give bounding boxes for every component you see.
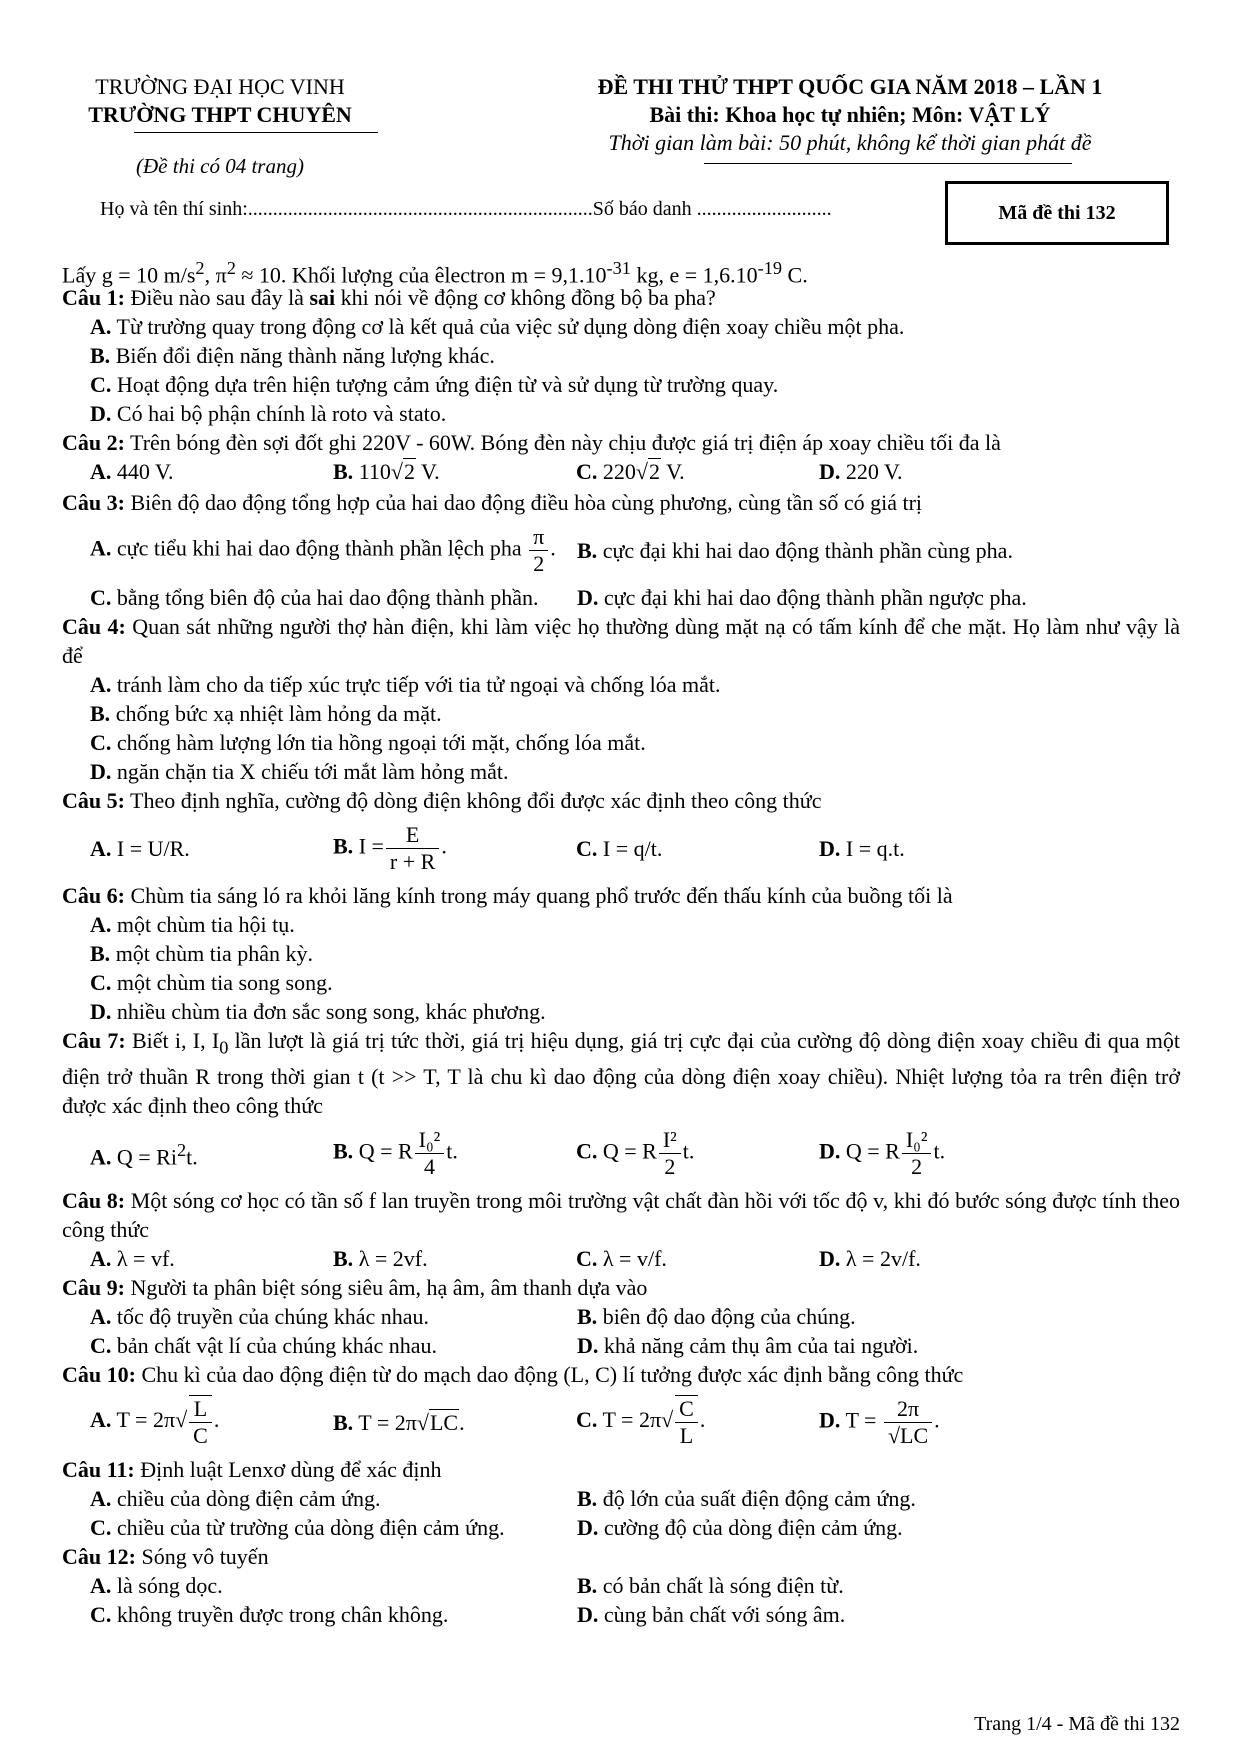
question-label: Câu 5: [62, 788, 125, 813]
question-2 [62, 428, 1180, 457]
option-label: D. [90, 401, 112, 426]
question-label: Câu 2: [62, 430, 125, 455]
question-list [62, 283, 1180, 1629]
option-d [577, 1513, 1180, 1542]
option-c [576, 1127, 819, 1180]
option-label: B. [333, 459, 354, 484]
question-text: Định luật Lenxơ dùng để xác định [134, 1457, 442, 1483]
option-label: D. [577, 1602, 599, 1628]
option-text: có bản chất là sóng điện từ. [602, 1573, 844, 1599]
option-label: D. [577, 1333, 599, 1359]
option-b [90, 699, 1180, 728]
option-text: . [459, 1409, 465, 1435]
option-text: một chùm tia song song. [116, 970, 333, 995]
option-text: cường độ của dòng điện cảm ứng. [603, 1515, 903, 1541]
option-label: C. [576, 459, 598, 484]
options-row [90, 1571, 1180, 1600]
option-text: cực tiểu khi hai dao động thành phần lệch pha [116, 535, 522, 561]
question-label: Câu 11: [62, 1457, 135, 1483]
sqrt-radicand: 2 [648, 459, 660, 484]
option-text: T = 2π [358, 1409, 417, 1435]
option-d [819, 834, 1062, 863]
option-a [90, 670, 1180, 699]
options-row [90, 1484, 1180, 1513]
fraction [529, 524, 548, 577]
option-text: T = 2π [116, 1407, 176, 1433]
option-label: A. [90, 1486, 112, 1512]
option-label: B. [333, 833, 354, 859]
option-text: V. [415, 459, 440, 484]
fraction-denominator: C [193, 1423, 208, 1449]
option-b [90, 341, 1180, 370]
option-d [819, 1127, 1062, 1180]
option-text: chống bức xạ nhiệt làm hỏng da mặt. [115, 701, 442, 726]
option-label: B. [577, 1486, 598, 1512]
option-text: Có hai bộ phận chính là roto và stato. [116, 401, 447, 426]
option-text: bản chất vật lí của chúng khác nhau. [116, 1333, 437, 1359]
constant-pi-exp: 2 [226, 258, 236, 278]
option-a [90, 1302, 577, 1331]
constant-charge: kg, e = 1,6.10 [630, 262, 758, 288]
page-footer: Trang 1/4 - Mã đề thi 132 [974, 1713, 1180, 1735]
option-label: C. [576, 1138, 598, 1164]
fraction [659, 1127, 681, 1180]
header-divider-right [704, 163, 1072, 164]
fraction-numerator: E [386, 822, 439, 849]
option-b [333, 457, 576, 488]
option-text: 220 V. [845, 459, 903, 484]
constant-mass: ≈ 10. Khối lượng của êlectron m = 9,1.10 [235, 262, 607, 288]
question-label: Câu 7: [62, 1028, 126, 1053]
options-row [90, 1302, 1180, 1331]
option-label: B. [577, 1304, 598, 1330]
option-text: không truyền được trong chân không. [116, 1602, 449, 1628]
option-text: một chùm tia phân kỳ. [115, 941, 314, 966]
fraction [386, 822, 439, 875]
option-text: Q = R [845, 1138, 900, 1164]
option-label: D. [819, 835, 841, 861]
option-b [90, 939, 1180, 968]
option-text: I = [358, 833, 384, 859]
question-text: Trên bóng đèn sợi đốt ghi 220V - 60W. Bóng đèn này chịu được giá trị điện áp xoay chiều tối đa là [124, 430, 1001, 455]
option-a [90, 1484, 577, 1513]
option-label: B. [90, 343, 111, 368]
option-label: D. [90, 999, 112, 1024]
option-text: cực đại khi hai dao động thành phần cùng pha. [602, 537, 1013, 563]
option-text: 110 [358, 459, 391, 484]
option-c [90, 1331, 577, 1360]
constant-charge-unit: C. [782, 262, 808, 288]
fraction [902, 1127, 932, 1180]
option-c [576, 1395, 819, 1449]
option-text: Q = R [602, 1138, 657, 1164]
option-text: là sóng dọc. [116, 1573, 223, 1599]
option-label: A. [90, 1246, 112, 1272]
fraction-numerator: 2π [884, 1396, 932, 1423]
option-text: chiều của dòng điện cảm ứng. [116, 1486, 381, 1512]
option-a [90, 834, 333, 863]
option-a [90, 1136, 333, 1171]
school-name-highschool: TRƯỜNG THPT CHUYÊN [88, 102, 352, 127]
question-text: Điều nào sau đây là [124, 285, 310, 310]
sqrt-symbol: √2 [390, 459, 415, 484]
option-text: λ = vf. [116, 1246, 175, 1272]
option-d [819, 1244, 1062, 1273]
options-row [90, 1513, 1180, 1542]
option-a [90, 524, 577, 577]
option-label: D. [819, 459, 841, 484]
question-label: Câu 4: [62, 614, 126, 639]
option-c [576, 1244, 819, 1273]
exam-time: Thời gian làm bài: 50 phút, không kể thời gian phát đề [608, 130, 1092, 155]
school-name-university: TRƯỜNG ĐẠI HỌC VINH [95, 74, 345, 99]
option-label: B. [90, 701, 111, 726]
question-11 [62, 1455, 1180, 1484]
option-c [576, 457, 819, 488]
option-d [819, 457, 1062, 488]
question-label: Câu 6: [62, 883, 125, 908]
option-a [90, 312, 1180, 341]
option-b [577, 1302, 1180, 1331]
question-10 [62, 1360, 1180, 1389]
fraction [189, 1395, 212, 1449]
option-c [90, 1513, 577, 1542]
option-label: C. [90, 585, 112, 610]
option-d [577, 1331, 1180, 1360]
option-label: D. [819, 1407, 841, 1433]
fraction-numerator: I² [659, 1127, 681, 1154]
option-text: cực đại khi hai dao động thành phần ngược pha. [603, 585, 1027, 610]
option-b [333, 1408, 576, 1437]
option-text: tốc độ truyền của chúng khác nhau. [116, 1304, 430, 1330]
fraction-numerator: L [189, 1396, 212, 1423]
option-text: cùng bản chất với sóng âm. [603, 1602, 846, 1628]
sqrt-radicand: 2 [403, 459, 415, 484]
option-label: B. [90, 941, 111, 966]
fraction-numerator: I₀² [902, 1127, 932, 1154]
fraction-denominator: 4 [423, 1153, 435, 1179]
constant-g: Lấy g = 10 m/s [62, 262, 196, 288]
question-label: Câu 3: [62, 490, 125, 515]
fraction-denominator: 2 [911, 1153, 923, 1179]
options-row [90, 1600, 1180, 1629]
constant-g-exp: 2 [195, 258, 205, 278]
option-text: λ = 2v/f. [845, 1246, 921, 1272]
option-text: bằng tổng biên độ của hai dao động thành phần. [116, 585, 539, 610]
question-label: Câu 8: [62, 1188, 126, 1214]
option-text: một chùm tia hội tụ. [116, 912, 295, 937]
subscript: 0 [219, 1037, 229, 1058]
sqrt-symbol: √LC [416, 1409, 459, 1435]
question-text: Biết i, I, I [125, 1028, 220, 1053]
option-b [577, 1484, 1180, 1513]
options-row [90, 583, 1180, 612]
option-label: C. [576, 835, 598, 861]
question-text: Biên độ dao động tổng hợp của hai dao động điều hòa cùng phương, cùng tần số có giá trị [124, 490, 923, 515]
option-text: . [934, 1407, 940, 1433]
options-row [90, 1389, 1180, 1455]
option-label: D. [90, 759, 112, 784]
option-text: t. [446, 1138, 458, 1164]
option-a [90, 1395, 333, 1449]
fraction-denominator: √LC [887, 1422, 929, 1448]
option-text: nhiều chùm tia đơn sắc song song, khác phương. [116, 999, 546, 1024]
option-label: C. [90, 1333, 112, 1359]
option-text: biên độ dao động của chúng. [602, 1304, 856, 1330]
fraction-numerator: C [675, 1396, 698, 1423]
fraction-denominator: L [679, 1423, 694, 1449]
constant-charge-exp: -19 [757, 258, 783, 278]
question-8 [62, 1186, 1180, 1244]
option-d [577, 1600, 1180, 1629]
option-text: chiều của từ trường của dòng điện cảm ứng. [116, 1515, 505, 1541]
option-label: B. [333, 1246, 354, 1272]
option-label: A. [90, 1304, 112, 1330]
option-a [90, 910, 1180, 939]
question-text: Chùm tia sáng ló ra khỏi lăng kính trong máy quang phổ trước đến thấu kính của buồng tối là [124, 883, 953, 908]
option-text: . [550, 535, 556, 561]
option-label: A. [90, 459, 112, 484]
option-label: C. [90, 730, 112, 755]
question-9 [62, 1273, 1180, 1302]
option-d [90, 757, 1180, 786]
option-text: ngăn chặn tia X chiếu tới mắt làm hỏng mắt. [116, 759, 509, 784]
option-text: . [213, 1407, 220, 1433]
option-text: . [699, 1407, 706, 1433]
fraction-denominator: 2 [664, 1153, 676, 1179]
option-text: Biến đổi điện năng thành năng lượng khác. [115, 343, 495, 368]
option-text: tránh làm cho da tiếp xúc trực tiếp với tia tử ngoại và chống lóa mắt. [116, 672, 721, 697]
option-label: A. [90, 835, 112, 861]
question-text: Theo định nghĩa, cường độ dòng điện không đổi được xác định theo công thức [124, 788, 822, 813]
option-text: T = [845, 1407, 877, 1433]
option-c [90, 968, 1180, 997]
fraction [415, 1127, 445, 1180]
options-row [90, 457, 1180, 488]
option-a [90, 1244, 333, 1273]
option-c [90, 1600, 577, 1629]
option-label: C. [576, 1246, 598, 1272]
option-text: V. [660, 459, 685, 484]
option-b [333, 822, 576, 875]
option-text: Q = R [358, 1138, 413, 1164]
option-d [819, 1396, 1062, 1449]
option-text: Từ trường quay trong động cơ là kết quả của việc sử dụng dòng điện xoay chiều một pha. [116, 314, 905, 339]
option-d [577, 583, 1180, 612]
option-c [90, 583, 577, 612]
question-4 [62, 612, 1180, 670]
option-text: t. [682, 1138, 695, 1164]
option-a [90, 1571, 577, 1600]
fraction-numerator: π [529, 524, 548, 551]
options-row [90, 1120, 1180, 1186]
options-row [90, 1244, 1180, 1273]
question-label: Câu 10: [62, 1362, 136, 1388]
option-text: T = 2π [602, 1407, 662, 1433]
constant-pi: , π [204, 262, 227, 288]
question-text: Một sóng cơ học có tần số f lan truyền trong môi trường vật chất đàn hồi với tốc độ v, khi đó bước sóng được tính theo công thức [62, 1188, 1180, 1243]
options-row [90, 815, 1180, 881]
option-label: A. [90, 1573, 112, 1599]
header-divider-left [134, 132, 378, 133]
question-text: lần lượt là giá trị tức thời, giá trị hiệu dụng, giá trị cực đại của cường độ dòng điện xoay chiều đi qua một điện trở thuần R trong thời gian t (t >> T, T là chu kì dao động của dòng điện xoay chiều). Nhiệt lượng tỏa ra trên điện trở được xác định theo công thức [62, 1028, 1180, 1119]
option-label: B. [577, 1573, 598, 1599]
options-row [90, 517, 1180, 583]
option-label: C. [90, 372, 112, 397]
option-label: C. [90, 1515, 112, 1541]
option-text: I = q.t. [845, 835, 905, 861]
question-3 [62, 488, 1180, 517]
option-text: I = U/R. [116, 835, 190, 861]
option-text: λ = v/f. [602, 1246, 667, 1272]
constant-mass-exp: -31 [606, 258, 631, 278]
options-row [90, 1331, 1180, 1360]
option-b [333, 1127, 576, 1180]
option-label: D. [819, 1246, 841, 1272]
question-text-bold: sai [309, 285, 336, 310]
option-label: B. [333, 1409, 354, 1435]
option-c [90, 728, 1180, 757]
option-text: λ = 2vf. [358, 1246, 428, 1272]
question-text: Quan sát những người thợ hàn điện, khi làm việc họ thường dùng mặt nạ có tấm kính để che mặt. Họ làm như vậy là để [62, 614, 1180, 668]
sqrt-symbol: √2 [635, 459, 660, 484]
question-text: khi nói về động cơ không đồng bộ ba pha? [335, 285, 716, 310]
question-6 [62, 881, 1180, 910]
option-label: D. [819, 1138, 841, 1164]
exam-code-box: Mã đề thi 132 [945, 181, 1169, 245]
option-text: 440 V. [116, 459, 174, 484]
option-c [576, 834, 819, 863]
option-text: . [441, 833, 447, 859]
question-text: Người ta phân biệt sóng siêu âm, hạ âm, âm thanh dựa vào [124, 1275, 648, 1301]
option-label: A. [90, 535, 112, 561]
option-text: chống hàm lượng lớn tia hồng ngoại tới mặt, chống lóa mắt. [116, 730, 646, 755]
question-1 [62, 283, 1180, 312]
fraction-numerator: I₀² [415, 1127, 445, 1154]
option-c [90, 370, 1180, 399]
option-label: A. [90, 1144, 112, 1170]
option-d [90, 997, 1180, 1026]
fraction-denominator: r + R [389, 848, 436, 874]
option-text: t. [933, 1138, 946, 1164]
question-5 [62, 786, 1180, 815]
option-a [90, 457, 333, 488]
exam-title: ĐỀ THI THỬ THPT QUỐC GIA NĂM 2018 – LẦN 1 [597, 74, 1103, 99]
fraction [884, 1396, 932, 1449]
option-text: độ lớn của suất điện động cảm ứng. [602, 1486, 916, 1512]
option-label: A. [90, 672, 112, 697]
option-text: I = q/t. [602, 835, 663, 861]
fraction-denominator: 2 [533, 550, 545, 576]
option-label: D. [577, 585, 599, 610]
option-b [577, 1571, 1180, 1600]
option-b [333, 1244, 576, 1273]
option-d [90, 399, 1180, 428]
fraction [675, 1395, 698, 1449]
option-label: B. [333, 1138, 354, 1164]
page-count-note: (Đề thi có 04 trang) [136, 154, 304, 178]
candidate-info-line: Họ và tên thí sinh:.....................................................................Số báo danh ........................... [100, 198, 832, 220]
option-label: A. [90, 314, 112, 339]
question-7 [62, 1026, 1180, 1120]
option-label: C. [90, 970, 112, 995]
option-label: B. [577, 537, 598, 563]
option-text: Q = Ri [116, 1144, 177, 1170]
option-text: Hoạt động dựa trên hiện tượng cảm ứng điện từ và sử dụng từ trường quay. [116, 372, 779, 397]
option-label: C. [90, 1602, 112, 1628]
option-b [577, 536, 1180, 565]
question-label: Câu 12: [62, 1544, 136, 1570]
question-text: Chu kì của dao động điện từ do mạch dao động (L, C) lí tưởng được xác định bằng công thức [135, 1362, 964, 1388]
question-label: Câu 9: [62, 1275, 125, 1301]
option-text: t. [186, 1144, 198, 1170]
exam-subject: Bài thi: Khoa học tự nhiên; Môn: VẬT LÝ [649, 102, 1051, 127]
option-label: C. [576, 1407, 598, 1433]
option-text: 220 [602, 459, 636, 484]
question-text: Sóng vô tuyến [135, 1544, 269, 1570]
sqrt-symbol: √ [661, 1407, 674, 1433]
question-12 [62, 1542, 1180, 1571]
sqrt-symbol: √ [175, 1407, 188, 1433]
option-label: A. [90, 912, 112, 937]
sqrt-radicand: LC [429, 1409, 459, 1435]
option-label: A. [90, 1407, 112, 1433]
option-text: khả năng cảm thụ âm của tai người. [603, 1333, 919, 1359]
question-label: Câu 1: [62, 285, 125, 310]
superscript: 2 [176, 1139, 187, 1160]
option-label: D. [577, 1515, 599, 1541]
